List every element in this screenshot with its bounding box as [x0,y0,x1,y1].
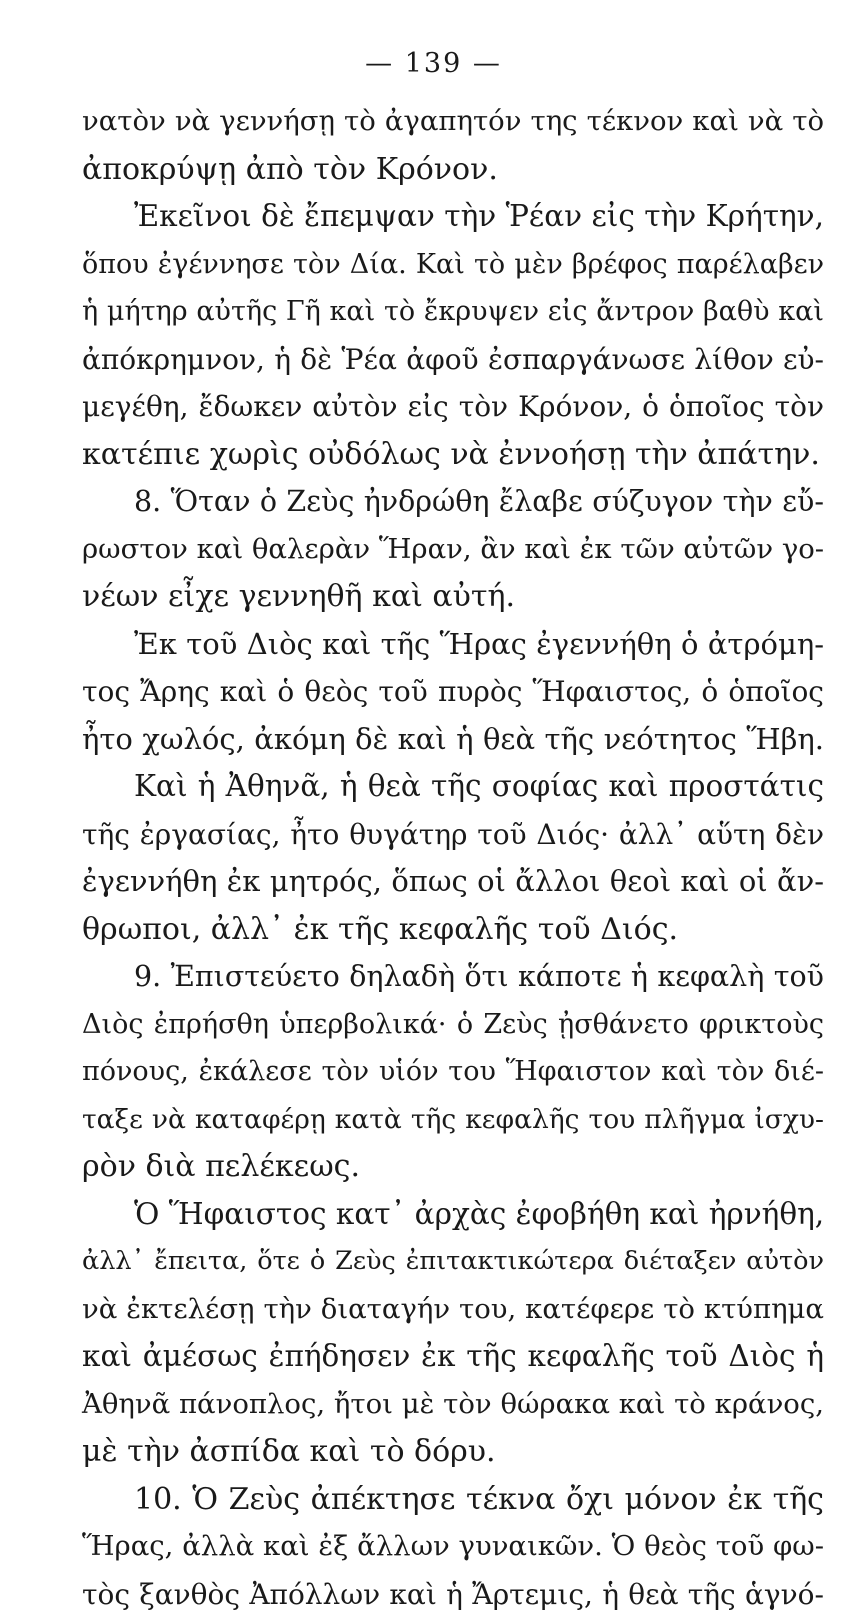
text-line: κατέπιε χωρὶς οὐδόλως νὰ ἐννοήσῃ τὴν ἀπάτην. [82,431,824,479]
text-line: θρωποι, ἀλλ᾽ ἐκ τῆς κεφαλῆς τοῦ Διός. [82,906,824,954]
text-line: ἐγεννήθη ἐκ μητρός, ὅπως οἱ ἄλλοι θεοὶ καὶ οἱ ἄν- [82,858,824,906]
text-line: τῆς ἐργασίας, ἦτο θυγάτηρ τοῦ Διός· ἀλλ᾽ αὕτη δὲν [82,811,824,859]
text-line: νατὸν νὰ γεννήσῃ τὸ ἀγαπητόν της τέκνον καὶ νὰ τὸ [82,98,824,146]
text-line: ταξε νὰ καταφέρῃ κατὰ τῆς κεφαλῆς του πλῆγμα ἰσχυ- [82,1096,824,1144]
text-line: Ἐκ τοῦ Διὸς καὶ τῆς Ἥρας ἐγεννήθη ὁ ἀτρόμη- [82,621,824,669]
text-line: ἀλλ᾽ ἔπειτα, ὅτε ὁ Ζεὺς ἐπιτακτικώτερα διέταξεν αὐτὸν [82,1238,824,1286]
text-line: νέων εἶχε γεννηθῆ καὶ αὐτή. [82,573,824,621]
text-line: ἀπόκρημνον, ἡ δὲ Ῥέα ἀφοῦ ἐσπαργάνωσε λίθον εὐ- [82,336,824,384]
text-line: ἀποκρύψῃ ἀπὸ τὸν Κρόνον. [82,146,824,194]
text-line: ρὸν διὰ πελέκεως. [82,1143,824,1191]
text-line: μεγέθη, ἔδωκεν αὐτὸν εἰς τὸν Κρόνον, ὁ ὁποῖος τὸν [82,383,824,431]
text-line: Διὸς ἐπρήσθη ὑπερβολικά· ὁ Ζεὺς ᾐσθάνετο φρικτοὺς [82,1001,824,1049]
text-line: ἡ μήτηρ αὐτῆς Γῆ καὶ τὸ ἔκρυψεν εἰς ἄντρον βαθὺ καὶ [82,288,824,336]
page-number: — 139 — [0,48,867,79]
text-line: 8. Ὅταν ὁ Ζεὺς ἠνδρώθη ἔλαβε σύζυγον τὴν εὔ- [82,478,824,526]
text-line: καὶ ἀμέσως ἐπήδησεν ἐκ τῆς κεφαλῆς τοῦ Διὸς ἡ [82,1333,824,1381]
text-line: Καὶ ἡ Ἀθηνᾶ, ἡ θεὰ τῆς σοφίας καὶ προστάτις [82,763,824,811]
text-line: Ἀθηνᾶ πάνοπλος, ἤτοι μὲ τὸν θώρακα καὶ τὸ κράνος, [82,1381,824,1429]
text-line: τὸς ξανθὸς Ἀπόλλων καὶ ἡ Ἄρτεμις, ἡ θεὰ τῆς ἁγνό- [82,1571,824,1618]
text-line: 10. Ὁ Ζεὺς ἀπέκτησε τέκνα ὄχι μόνον ἐκ τῆς [82,1476,824,1524]
text-line: πόνους, ἐκάλεσε τὸν υἱόν του Ἥφαιστον καὶ τὸν διέ- [82,1048,824,1096]
text-line: Ἥρας, ἀλλὰ καὶ ἐξ ἄλλων γυναικῶν. Ὁ θεὸς τοῦ φω- [82,1523,824,1571]
text-line: Ἐκεῖνοι δὲ ἔπεμψαν τὴν Ῥέαν εἰς τὴν Κρήτην, [82,193,824,241]
text-line: ρωστον καὶ θαλερὰν Ἥραν, ἂν καὶ ἐκ τῶν αὐτῶν γο- [82,526,824,574]
text-line: 9. Ἐπιστεύετο δηλαδὴ ὅτι κάποτε ἡ κεφαλὴ τοῦ [82,953,824,1001]
text-line: Ὁ Ἥφαιστος κατ᾽ ἀρχὰς ἐφοβήθη καὶ ἠρνήθη, [82,1191,824,1239]
text-line: μὲ τὴν ἀσπίδα καὶ τὸ δόρυ. [82,1428,824,1476]
body-text [82,98,824,1618]
text-line: ἦτο χωλός, ἀκόμη δὲ καὶ ἡ θεὰ τῆς νεότητος Ἥβη. [82,716,824,764]
text-line: ὅπου ἐγέννησε τὸν Δία. Καὶ τὸ μὲν βρέφος παρέλαβεν [82,241,824,289]
text-line: τος Ἄρης καὶ ὁ θεὸς τοῦ πυρὸς Ἥφαιστος, ὁ ὁποῖος [82,668,824,716]
text-line: νὰ ἐκτελέσῃ τὴν διαταγήν του, κατέφερε τὸ κτύπημα [82,1286,824,1334]
